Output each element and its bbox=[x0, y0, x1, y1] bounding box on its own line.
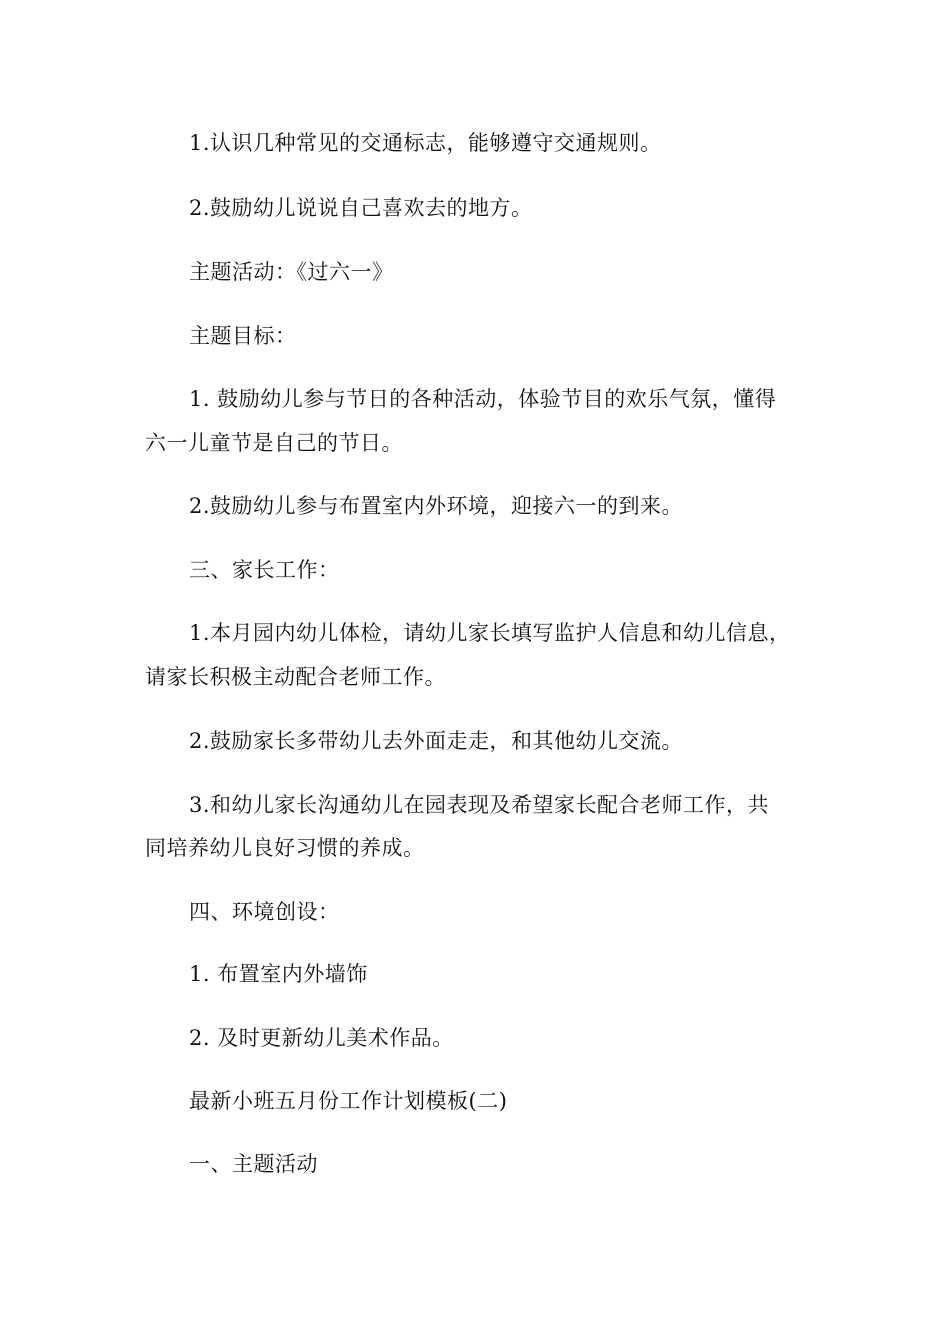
section-theme-activity-heading: 一、主题活动 bbox=[189, 1152, 318, 1176]
goal-item-1: 1.认识几种常见的交通标志，能够遵守交通规则。 bbox=[189, 131, 662, 155]
theme-goal-1-line-2: 六一儿童节是自己的节日。 bbox=[145, 431, 403, 455]
environment-item-2: 2. 及时更新幼儿美术作品。 bbox=[189, 1026, 454, 1050]
parent-work-1-line-1: 1.本月园内幼儿体检，请幼儿家长填写监护人信息和幼儿信息， bbox=[189, 621, 791, 645]
theme-goals-heading: 主题目标： bbox=[189, 324, 297, 348]
plan-template-title: 最新小班五月份工作计划模板(二) bbox=[189, 1089, 508, 1113]
parent-work-1-line-2: 请家长积极主动配合老师工作。 bbox=[145, 665, 446, 689]
environment-item-1: 1. 布置室内外墙饰 bbox=[189, 962, 368, 986]
parent-work-2: 2.鼓励家长多带幼儿去外面走走，和其他幼儿交流。 bbox=[189, 729, 684, 753]
parent-work-3-line-2: 同培养幼儿良好习惯的养成。 bbox=[145, 836, 425, 860]
theme-activity-heading: 主题活动：《过六一》 bbox=[189, 260, 394, 284]
parent-work-3-line-1: 3.和幼儿家长沟通幼儿在园表现及希望家长配合老师工作，共 bbox=[189, 793, 770, 817]
goal-item-2: 2.鼓励幼儿说说自己喜欢去的地方。 bbox=[189, 196, 533, 220]
theme-goal-2: 2.鼓励幼儿参与布置室内外环境，迎接六一的到来。 bbox=[189, 494, 684, 518]
theme-goal-1-line-1: 1. 鼓励幼儿参与节日的各种活动，体验节目的欢乐气氛，懂得 bbox=[189, 387, 777, 411]
section-environment-heading: 四、环境创设： bbox=[189, 900, 340, 924]
section-parent-work-heading: 三、家长工作： bbox=[189, 558, 340, 582]
